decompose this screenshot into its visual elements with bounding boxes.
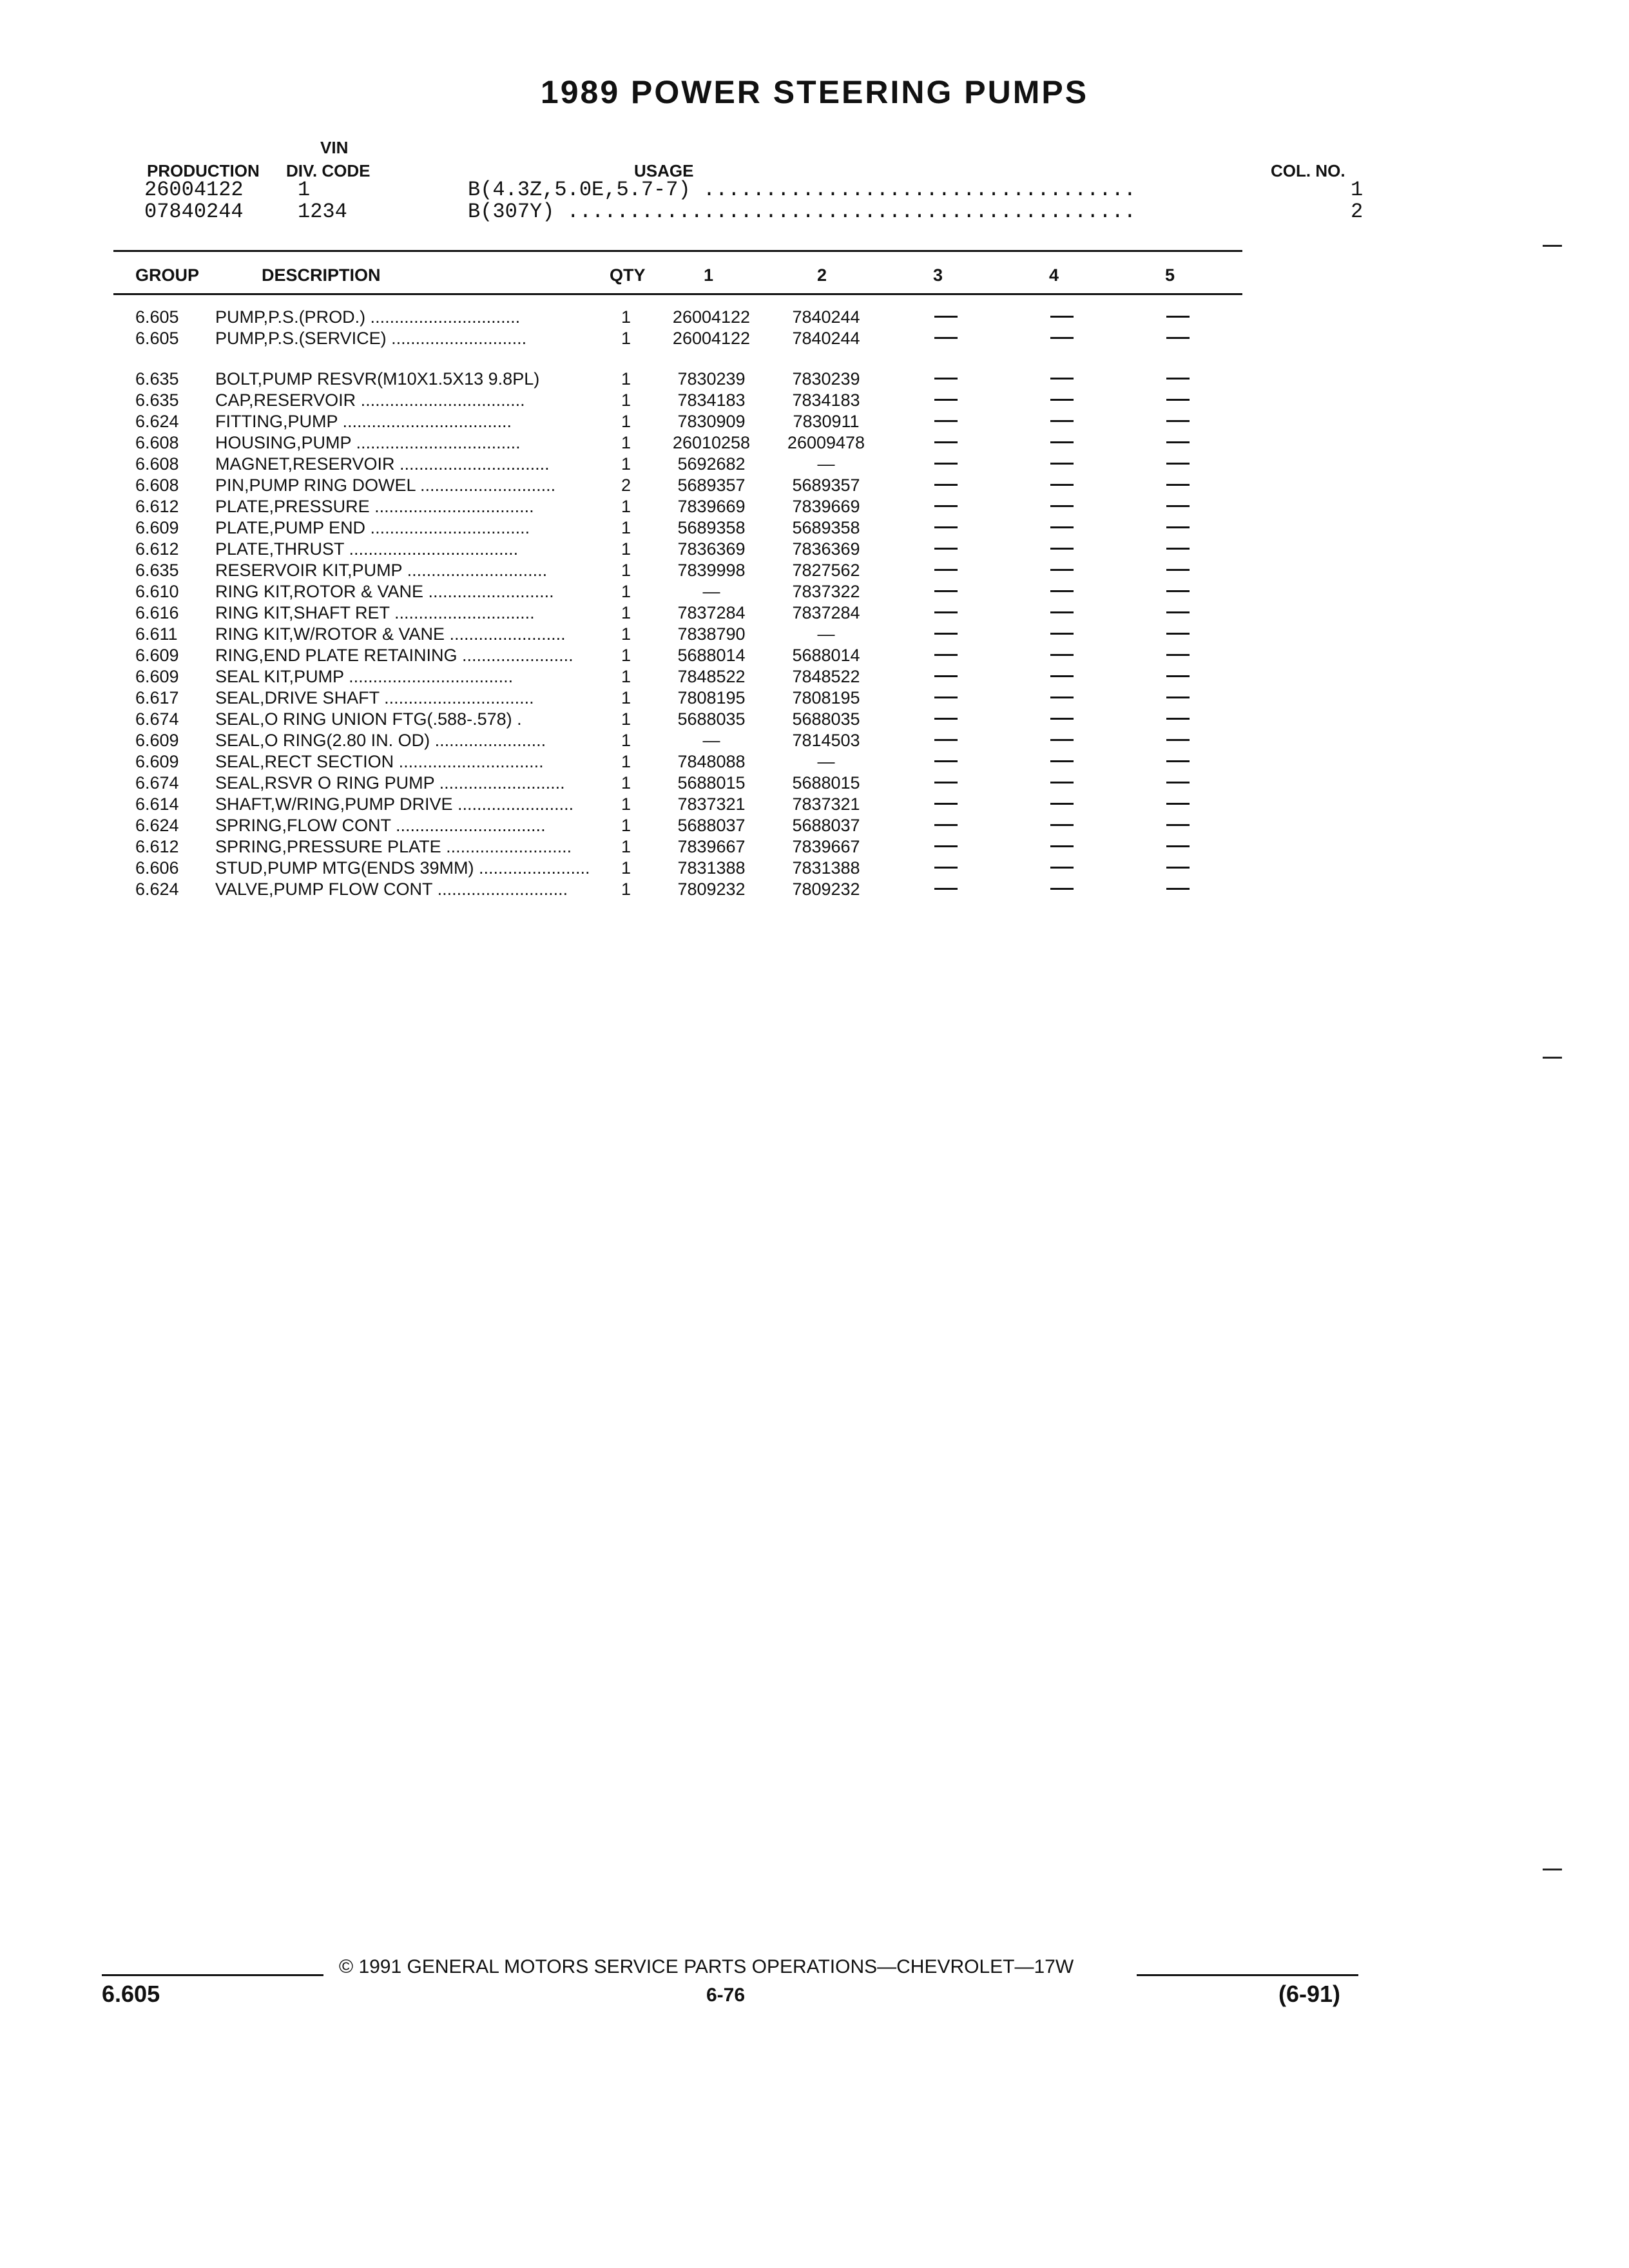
empty-column-dash-4	[1050, 316, 1074, 318]
part-number-col-1: 7838790	[677, 624, 746, 644]
empty-column-dash-4	[1050, 463, 1074, 465]
footer-rule-right	[1137, 1974, 1358, 1976]
empty-column-dash-5	[1166, 718, 1190, 720]
empty-column-dash-4	[1050, 675, 1074, 677]
part-number-col-2: 7837322	[792, 582, 860, 601]
col-number: 2	[1351, 200, 1364, 224]
empty-column-dash-4	[1050, 824, 1074, 826]
part-number-col-2: 7831388	[792, 858, 860, 878]
group-number: 6.612	[135, 539, 179, 559]
quantity: 1	[621, 731, 631, 750]
empty-column-dash-4	[1050, 569, 1074, 571]
part-description: STUD,PUMP MTG(ENDS 39MM) .......................	[215, 858, 590, 878]
part-number-col-1: 7839667	[677, 837, 746, 856]
group-number: 6.624	[135, 816, 179, 835]
group-number: 6.635	[135, 561, 179, 580]
empty-column-dash-3	[934, 888, 958, 890]
part-description: RING KIT,ROTOR & VANE ..........................	[215, 582, 554, 601]
part-description: RING,END PLATE RETAINING .......................	[215, 646, 574, 665]
empty-column-dash-3	[934, 867, 958, 869]
group-number: 6.609	[135, 752, 179, 771]
part-number-col-2: 7836369	[792, 539, 860, 559]
quantity: 1	[621, 816, 631, 835]
quantity: 1	[621, 390, 631, 410]
empty-column-dash-4	[1050, 633, 1074, 635]
empty-column-dash-5	[1166, 824, 1190, 826]
quantity: 1	[621, 603, 631, 622]
part-description: PIN,PUMP RING DOWEL ............................	[215, 476, 556, 495]
group-number: 6.624	[135, 412, 179, 431]
group-number: 6.609	[135, 731, 179, 750]
quantity: 2	[621, 476, 631, 495]
part-description: SPRING,FLOW CONT ...............................	[215, 816, 546, 835]
col-header-5: 5	[1165, 265, 1175, 285]
footer-rule-left	[102, 1974, 323, 1976]
table-header-rule	[113, 293, 1242, 295]
quantity: 1	[621, 433, 631, 452]
empty-column-dash-5	[1166, 505, 1190, 507]
part-number-col-2: 7830911	[793, 412, 860, 431]
usage-label: USAGE	[634, 161, 694, 180]
empty-column-dash-5	[1166, 654, 1190, 656]
quantity: 1	[621, 369, 631, 389]
empty-column-dash-5	[1166, 548, 1190, 550]
empty-column-dash-5	[1166, 739, 1190, 741]
empty-column-dash-3	[934, 803, 958, 805]
part-description: SEAL,O RING UNION FTG(.588-.578) .	[215, 709, 522, 729]
empty-column-dash-5	[1166, 441, 1190, 443]
empty-column-dash-4	[1050, 782, 1074, 783]
part-number-col-1: 7831388	[677, 858, 746, 878]
empty-column-dash-3	[934, 378, 958, 380]
part-number-col-2: 7834183	[792, 390, 860, 410]
empty-column-dash-5	[1166, 526, 1190, 528]
group-number: 6.609	[135, 646, 179, 665]
group-number: 6.605	[135, 329, 179, 348]
empty-column-dash-3	[934, 337, 958, 339]
part-number-col-1: 7809232	[677, 879, 746, 899]
part-number-col-1: 5688035	[677, 709, 746, 729]
div-code: 1	[298, 178, 311, 202]
empty-column-dash-4	[1050, 803, 1074, 805]
part-number-col-1: 26004122	[672, 329, 751, 348]
col-header-description: DESCRIPTION	[262, 265, 381, 285]
quantity: 1	[621, 412, 631, 431]
empty-column-dash-3	[934, 463, 958, 465]
part-description: SEAL,RSVR O RING PUMP ..........................	[215, 773, 565, 793]
empty-column-dash-4	[1050, 867, 1074, 869]
part-number-col-1: 7839669	[677, 497, 746, 516]
part-number-col-2: 7814503	[792, 731, 860, 750]
part-number-col-1: 5688037	[677, 816, 746, 835]
empty-column-dash-5	[1166, 569, 1190, 571]
part-number-col-1: 26004122	[672, 307, 751, 327]
empty-column-dash-3	[934, 611, 958, 613]
quantity: 1	[621, 709, 631, 729]
group-number: 6.612	[135, 497, 179, 516]
quantity: 1	[621, 582, 631, 601]
quantity: 1	[621, 518, 631, 537]
empty-column-dash-3	[934, 420, 958, 422]
part-number-col-2: 7808195	[792, 688, 860, 707]
part-number-col-2: 7827562	[792, 561, 860, 580]
col-no-label: COL. NO.	[1271, 161, 1345, 180]
part-number-col-2: 7839669	[792, 497, 860, 516]
revision-date: (6-91)	[1278, 1981, 1341, 2007]
quantity: 1	[621, 561, 631, 580]
empty-column-dash-5	[1166, 337, 1190, 339]
quantity: 1	[621, 773, 631, 793]
part-number-col-2: 5688015	[792, 773, 860, 793]
part-description: PUMP,P.S.(SERVICE) ............................	[215, 329, 527, 348]
part-description: SHAFT,W/RING,PUMP DRIVE ........................	[215, 794, 574, 814]
vin-label: VIN	[320, 138, 349, 157]
part-number-col-1: 7848522	[677, 667, 746, 686]
part-description: PLATE,PUMP END .................................	[215, 518, 530, 537]
part-description: SPRING,PRESSURE PLATE ..........................	[215, 837, 572, 856]
part-number-col-2: —	[817, 752, 835, 771]
part-description: VALVE,PUMP FLOW CONT ...........................	[215, 879, 568, 899]
empty-column-dash-4	[1050, 590, 1074, 592]
part-description: PUMP,P.S.(PROD.) ...............................	[215, 307, 521, 327]
part-number-col-1: 7830909	[677, 412, 746, 431]
part-description: PLATE,PRESSURE .................................	[215, 497, 534, 516]
part-number-col-1: 7808195	[677, 688, 746, 707]
copyright-notice: © 1991 GENERAL MOTORS SERVICE PARTS OPERATIONS—CHEVROLET—17W	[339, 1956, 1074, 1977]
part-number-col-2: 7848522	[792, 667, 860, 686]
part-description: SEAL,RECT SECTION ..............................	[215, 752, 544, 771]
quantity: 1	[621, 646, 631, 665]
empty-column-dash-3	[934, 590, 958, 592]
empty-column-dash-3	[934, 399, 958, 401]
empty-column-dash-4	[1050, 548, 1074, 550]
part-number-col-1: 7837321	[677, 794, 746, 814]
empty-column-dash-4	[1050, 420, 1074, 422]
quantity: 1	[621, 879, 631, 899]
empty-column-dash-3	[934, 824, 958, 826]
group-number: 6.609	[135, 518, 179, 537]
group-number: 6.674	[135, 709, 179, 729]
empty-column-dash-4	[1050, 484, 1074, 486]
group-number: 6.610	[135, 582, 179, 601]
quantity: 1	[621, 688, 631, 707]
group-number: 6.606	[135, 858, 179, 878]
part-number-col-1: 5689358	[677, 518, 746, 537]
part-description: CAP,RESERVOIR ..................................	[215, 390, 525, 410]
group-number: 6.609	[135, 667, 179, 686]
empty-column-dash-4	[1050, 760, 1074, 762]
quantity: 1	[621, 539, 631, 559]
empty-column-dash-5	[1166, 484, 1190, 486]
col-number: 1	[1351, 178, 1364, 202]
empty-column-dash-5	[1166, 803, 1190, 805]
empty-column-dash-4	[1050, 526, 1074, 528]
quantity: 1	[621, 794, 631, 814]
empty-column-dash-5	[1166, 316, 1190, 318]
empty-column-dash-5	[1166, 463, 1190, 465]
empty-column-dash-3	[934, 718, 958, 720]
part-number-col-1: 7839998	[677, 561, 746, 580]
part-number-col-2: 5689358	[792, 518, 860, 537]
page-number: 6-76	[706, 1984, 746, 2006]
part-description: BOLT,PUMP RESVR(M10X1.5X13 9.8PL)	[215, 369, 540, 389]
part-description: MAGNET,RESERVOIR ...............................	[215, 454, 550, 474]
div-code-label: DIV. CODE	[286, 161, 371, 180]
group-number: 6.617	[135, 688, 179, 707]
part-number-col-1: 7848088	[677, 752, 746, 771]
group-number: 6.674	[135, 773, 179, 793]
part-number-col-2: —	[817, 454, 835, 474]
empty-column-dash-5	[1166, 697, 1190, 698]
part-number-col-2: 7837321	[792, 794, 860, 814]
part-number-col-2: 7840244	[792, 329, 860, 348]
empty-column-dash-3	[934, 484, 958, 486]
production-label: PRODUCTION	[147, 161, 260, 180]
group-number: 6.624	[135, 879, 179, 899]
col-header-qty: QTY	[610, 265, 646, 285]
empty-column-dash-3	[934, 633, 958, 635]
empty-column-dash-4	[1050, 337, 1074, 339]
part-number-col-1: 5688014	[677, 646, 746, 665]
empty-column-dash-5	[1166, 611, 1190, 613]
empty-column-dash-3	[934, 654, 958, 656]
part-number-col-2: 7830239	[792, 369, 860, 389]
empty-column-dash-3	[934, 505, 958, 507]
part-number-col-1: 7834183	[677, 390, 746, 410]
group-number: 6.605	[135, 307, 179, 327]
empty-column-dash-5	[1166, 888, 1190, 890]
part-number-col-2: 5689357	[792, 476, 860, 495]
part-number-col-1: 7830239	[677, 369, 746, 389]
production-number: 26004122	[144, 178, 244, 202]
empty-column-dash-5	[1166, 633, 1190, 635]
empty-column-dash-5	[1166, 590, 1190, 592]
col-header-2: 2	[817, 265, 827, 285]
quantity: 1	[621, 858, 631, 878]
empty-column-dash-4	[1050, 611, 1074, 613]
margin-mark	[1543, 245, 1562, 247]
empty-column-dash-5	[1166, 845, 1190, 847]
part-number-col-2: 5688035	[792, 709, 860, 729]
part-number-col-1: 26010258	[672, 433, 751, 452]
quantity: 1	[621, 497, 631, 516]
group-number: 6.614	[135, 794, 179, 814]
quantity: 1	[621, 307, 631, 327]
empty-column-dash-3	[934, 441, 958, 443]
empty-column-dash-4	[1050, 654, 1074, 656]
part-description: SEAL,DRIVE SHAFT ...............................	[215, 688, 534, 707]
empty-column-dash-4	[1050, 739, 1074, 741]
part-number-col-2: 7840244	[792, 307, 860, 327]
group-number: 6.612	[135, 837, 179, 856]
part-description: RESERVOIR KIT,PUMP .............................	[215, 561, 548, 580]
empty-column-dash-3	[934, 760, 958, 762]
group-number: 6.635	[135, 369, 179, 389]
quantity: 1	[621, 454, 631, 474]
part-number-col-1: —	[702, 731, 720, 750]
empty-column-dash-3	[934, 526, 958, 528]
part-number-col-2: —	[817, 624, 835, 644]
group-number: 6.611	[135, 624, 178, 644]
empty-column-dash-3	[934, 675, 958, 677]
empty-column-dash-5	[1166, 378, 1190, 380]
part-number-col-1: 7837284	[677, 603, 746, 622]
part-number-col-2: 5688014	[792, 646, 860, 665]
col-header-1: 1	[704, 265, 714, 285]
empty-column-dash-3	[934, 548, 958, 550]
part-number-col-2: 7837284	[792, 603, 860, 622]
part-description: PLATE,THRUST ...................................	[215, 539, 519, 559]
table-top-rule	[113, 250, 1242, 252]
part-number-col-1: 7836369	[677, 539, 746, 559]
part-number-col-2: 7839667	[792, 837, 860, 856]
empty-column-dash-4	[1050, 888, 1074, 890]
margin-mark	[1543, 1869, 1562, 1870]
empty-column-dash-5	[1166, 675, 1190, 677]
group-number: 6.608	[135, 454, 179, 474]
part-description: RING KIT,SHAFT RET .............................	[215, 603, 535, 622]
margin-mark	[1543, 1057, 1562, 1059]
group-number: 6.608	[135, 433, 179, 452]
empty-column-dash-3	[934, 316, 958, 318]
col-header-3: 3	[933, 265, 943, 285]
part-number-col-2: 26009478	[787, 433, 865, 452]
empty-column-dash-4	[1050, 505, 1074, 507]
part-description: SEAL KIT,PUMP ..................................	[215, 667, 514, 686]
empty-column-dash-3	[934, 782, 958, 783]
div-code: 1234	[298, 200, 347, 224]
empty-column-dash-5	[1166, 420, 1190, 422]
usage-text: B(307Y) ..............................................	[468, 200, 1136, 224]
part-number-col-1: 5689357	[677, 476, 746, 495]
part-number-col-1: 5688015	[677, 773, 746, 793]
col-header-4: 4	[1049, 265, 1059, 285]
empty-column-dash-3	[934, 845, 958, 847]
group-number: 6.616	[135, 603, 179, 622]
empty-column-dash-4	[1050, 718, 1074, 720]
empty-column-dash-5	[1166, 760, 1190, 762]
quantity: 1	[621, 624, 631, 644]
part-number-col-1: —	[702, 582, 720, 601]
quantity: 1	[621, 837, 631, 856]
part-description: SEAL,O RING(2.80 IN. OD) .......................	[215, 731, 546, 750]
production-number: 07840244	[144, 200, 244, 224]
empty-column-dash-4	[1050, 845, 1074, 847]
empty-column-dash-3	[934, 739, 958, 741]
empty-column-dash-4	[1050, 399, 1074, 401]
empty-column-dash-5	[1166, 782, 1190, 783]
part-description: FITTING,PUMP ...................................	[215, 412, 512, 431]
empty-column-dash-4	[1050, 441, 1074, 443]
part-number-col-1: 5692682	[677, 454, 746, 474]
quantity: 1	[621, 329, 631, 348]
part-number-col-2: 7809232	[792, 879, 860, 899]
empty-column-dash-5	[1166, 399, 1190, 401]
empty-column-dash-4	[1050, 378, 1074, 380]
page-title: 1989 POWER STEERING PUMPS	[540, 74, 1089, 110]
group-number: 6.608	[135, 476, 179, 495]
empty-column-dash-3	[934, 569, 958, 571]
quantity: 1	[621, 667, 631, 686]
part-description: RING KIT,W/ROTOR & VANE ........................	[215, 624, 566, 644]
group-number: 6.635	[135, 390, 179, 410]
part-number-col-2: 5688037	[792, 816, 860, 835]
part-description: HOUSING,PUMP ..................................	[215, 433, 521, 452]
section-number: 6.605	[102, 1981, 160, 2007]
quantity: 1	[621, 752, 631, 771]
empty-column-dash-3	[934, 697, 958, 698]
empty-column-dash-5	[1166, 867, 1190, 869]
col-header-group: GROUP	[135, 265, 200, 285]
usage-text: B(4.3Z,5.0E,5.7-7) ...................................	[468, 178, 1136, 202]
empty-column-dash-4	[1050, 697, 1074, 698]
